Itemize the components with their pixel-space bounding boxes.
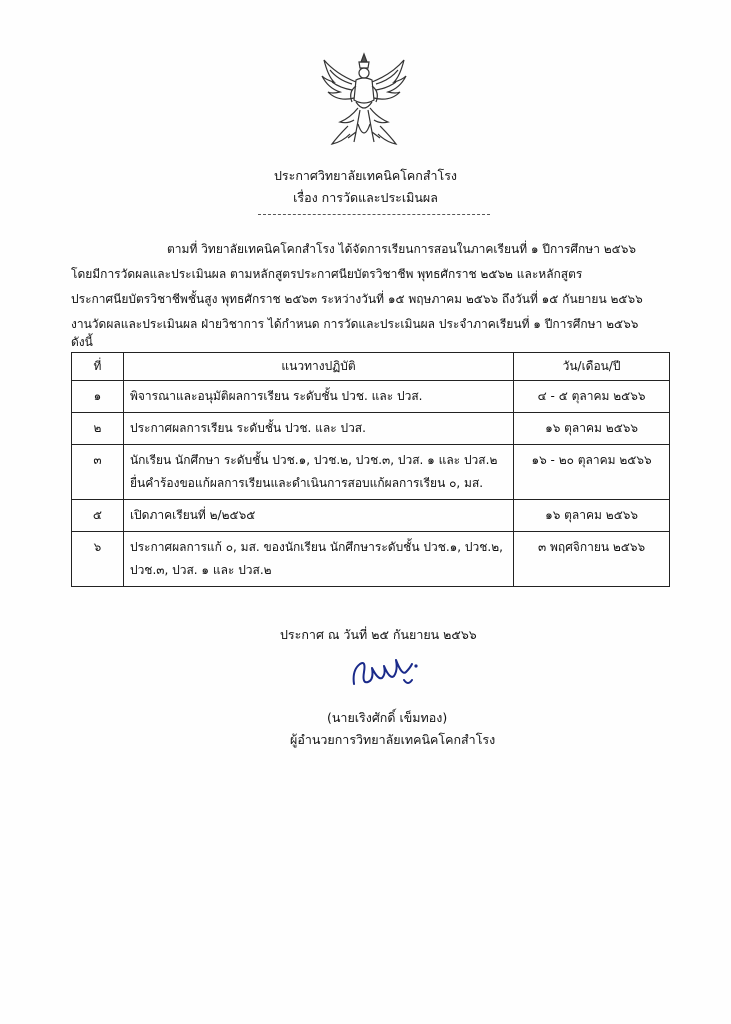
header-separator — [258, 214, 490, 215]
row-guideline: ประกาศผลการแก้ ๐, มส. ของนักเรียน นักศึกษาระดับชั้น ปวช.๑, ปวช.๒, ปวช.๓, ปวส. ๑ และ ปวส.๒ — [123, 532, 513, 587]
row-date: ๑๖ - ๒๐ ตุลาคม ๒๕๖๖ — [514, 445, 670, 500]
schedule-table — [71, 352, 670, 587]
body-line-4: งานวัดผลและประเมินผล ฝ่ายวิชาการ ได้กำหนด การวัดและประเมินผล ประจำภาคเรียนที่ ๑ ปีการศึกษา ๒๕๖๖ — [71, 317, 639, 331]
row-guideline: เปิดภาคเรียนที่ ๒/๒๕๖๕ — [123, 500, 513, 532]
signer-name: (นายเริงศักดิ์ เข็มทอง) — [327, 710, 448, 725]
signer-position: ผู้อำนวยการวิทยาลัยเทคนิคโคกสำโรง — [290, 732, 496, 747]
row-date: ๑๖ ตุลาคม ๒๕๖๖ — [514, 413, 670, 445]
row-date: ๔ - ๕ ตุลาคม ๒๕๖๖ — [514, 381, 670, 413]
table-row — [72, 413, 670, 445]
body-line-2: โดยมีการวัดผลและประเมินผล ตามหลักสูตรประกาศนียบัตรวิชาชีพ พุทธศักราช ๒๕๖๒ และหลักสูตร — [71, 267, 583, 281]
row-no: ๒ — [72, 413, 124, 445]
table-header-row — [72, 353, 670, 381]
announcement-date: ประกาศ ณ วันที่ ๒๕ กันยายน ๒๕๖๖ — [280, 627, 477, 642]
table-row — [72, 500, 670, 532]
header-date: วัน/เดือน/ปี — [514, 353, 670, 381]
row-guideline: พิจารณาและอนุมัติผลการเรียน ระดับชั้น ปวช. และ ปวส. — [123, 381, 513, 413]
row-no: ๓ — [72, 445, 124, 500]
garuda-emblem-icon — [318, 52, 410, 152]
signature-icon — [346, 650, 426, 700]
row-date: ๓ พฤศจิกายน ๒๕๖๖ — [514, 532, 670, 587]
table-row — [72, 532, 670, 587]
row-no: ๖ — [72, 532, 124, 587]
row-no: ๑ — [72, 381, 124, 413]
table-row — [72, 445, 670, 500]
table-row — [72, 381, 670, 413]
announcement-title: ประกาศวิทยาลัยเทคนิคโคกสำโรง — [273, 168, 458, 183]
header-no: ที่ — [72, 353, 124, 381]
row-guideline: นักเรียน นักศึกษา ระดับชั้น ปวช.๑, ปวช.๒, ปวช.๓, ปวส. ๑ และ ปวส.๒ ยื่นคำร้องขอแก้ผลการเรียนและดำเนินการสอบแก้ผลการเรียน ๐, มส. — [123, 445, 513, 500]
body-line-3: ประกาศนียบัตรวิชาชีพชั้นสูง พุทธศักราช ๒๕๖๓ ระหว่างวันที่ ๑๕ พฤษภาคม ๒๕๖๖ ถึงวันที่ ๑๕ กันยายน ๒๕๖๖ — [71, 292, 643, 306]
header-guideline: แนวทางปฏิบัติ — [123, 353, 513, 381]
body-line-1: ตามที่ วิทยาลัยเทคนิคโคกสำโรง ได้จัดการเรียนการสอนในภาคเรียนที่ ๑ ปีการศึกษา ๒๕๖๖ — [167, 242, 636, 256]
row-guideline: ประกาศผลการเรียน ระดับชั้น ปวช. และ ปวส. — [123, 413, 513, 445]
body-line-5: ดังนี้ — [71, 335, 93, 349]
announcement-subject: เรื่อง การวัดและประเมินผล — [293, 190, 438, 205]
row-no: ๕ — [72, 500, 124, 532]
row-date: ๑๖ ตุลาคม ๒๕๖๖ — [514, 500, 670, 532]
